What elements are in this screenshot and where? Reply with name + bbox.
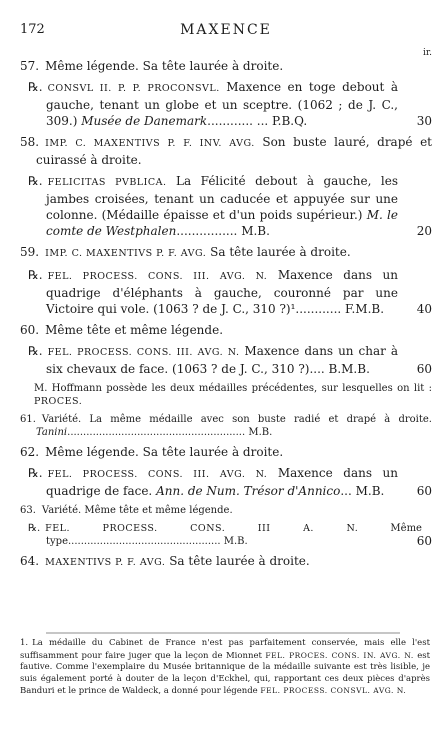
catalog-entry-60 [20,322,432,338]
entry-text: Même légende. Sa tête laurée à droite. [45,59,284,73]
price-value: 60 [416,362,432,376]
entry-text: Maxence dans un quadrige de face. [46,466,398,498]
price-value: 30 [416,114,432,128]
reverse-entry-63 [20,522,432,548]
entry-text: La Félicité debout à gauche, les jambes croisées, tenant un caducée et appuyée sur une colonne. (Médaille épaisse et d'un poids supérieur.) [46,174,398,222]
page-number: 172 [20,22,45,37]
entry-number: 58. [20,135,40,149]
coin-legend: FEL. PROCES. CONS. IN. AVG. N. [265,650,414,660]
entry-text: Même tête et même légende. [45,323,224,337]
reverse-entry-62 [20,465,432,499]
coin-legend: FEL. PROCESS. CONS. III A. N. [45,523,359,534]
entry-number: 59. [20,245,40,259]
catalog-entry-63 [20,504,432,517]
price-value: 60 [416,534,432,548]
reverse-entry-58 [20,173,432,239]
coin-legend: IMP. C. MAXENTIVS P. F. AVG. [45,248,207,259]
entry-number: 60. [20,323,40,337]
corner-mark: ir. [422,48,432,58]
rarity-mark: ... M.B. [340,484,385,498]
collection-name: M. le comte de Westphalen [46,208,398,238]
entry-number: 62. [20,445,40,459]
entry-text: Sa tête laurée à droite. [210,245,351,259]
catalog-entry-64 [20,553,432,571]
reverse-symbol: ℞. [28,268,43,282]
entry-text: Même type [46,523,422,547]
footnote-text: est fautive. Comme l'exemplaire du Musée britannique de la médaille suivante est très lisible, je suis également porté à douter de la leçon d'Eckhel, qui, rapportant ces deux pièces d'après Banduri et le prince de Waldeck, a donné pour légende [20,650,431,696]
entry-text: Maxence dans un quadrige d'éléphants à gauche, couronné par une Victoire qui vole. (1063 ? de J. C., 310 ?) [46,268,398,316]
footnote-rule [46,632,400,634]
rarity-mark: ¹............ F.M.B. [290,302,385,316]
catalog-entry-59 [20,244,432,262]
entry-text: Maxence dans un char à six chevaux de face. (1063 ? de J. C., 310 ?) [46,344,398,376]
hoffmann-note [20,382,432,408]
footnote-text: La médaille du Cabinet de France n'est pas parfaitement conservée, mais elle l'est suffisamment pour faire juger que la leçon de Mionnet [20,638,430,661]
coin-legend: FEL. PROCESS. CONSVL. AVG. N. [260,686,407,695]
price-value: 20 [416,224,432,238]
page-title: MAXENCE [180,22,272,38]
note-text: M. Hoffmann possède les deux médailles précédentes, sur lesquelles on lit : [34,383,432,394]
catalog-entries [20,58,432,576]
reverse-entry-57 [20,79,432,129]
rarity-mark: ............ ... P.B.Q. [207,114,308,128]
catalog-entry-58 [20,134,432,168]
entry-text: Variété. Même tête et même légende. [41,505,233,516]
footnote-number: 1. [20,638,29,648]
coin-legend: CONSVL II. P. P. PROCONSVL. [47,83,220,94]
entry-text: Sa tête laurée à droite. [169,554,310,568]
coin-legend: FEL. PROCESS. CONS. III. AVG. N. [47,347,240,358]
coin-legend: FELICITAS PVBLICA. [47,177,167,188]
price-value: 40 [416,302,432,316]
price-value: 60 [416,484,432,498]
entry-number: 64. [20,554,40,568]
coin-legend: FEL. PROCESS. CONS. III. AVG. N. [47,271,268,282]
entry-text: Même légende. Sa tête laurée à droite. [45,445,284,459]
entry-number: 61. [20,414,36,425]
catalog-entry-61 [20,413,432,439]
rarity-mark: .... B.M.B. [309,362,370,376]
reverse-symbol: ℞. [28,80,43,94]
catalog-entry-57 [20,58,432,74]
rarity-mark: ................ M.B. [176,224,270,238]
rarity-mark: ........................................................ M.B. [67,427,273,438]
page-header [20,22,432,58]
coin-legend: MAXENTIVS P. F. AVG. [45,557,166,568]
entry-number: 57. [20,59,40,73]
reverse-symbol: ℞. [28,344,43,358]
entry-text: Maxence en toge debout à gauche, tenant un globe et un sceptre. (1062 ; de J. C., 309.) [46,80,398,128]
entry-text: Variété. La même médaille avec son buste radié et drapé à droite. [41,414,432,425]
reverse-symbol: ℞. [28,523,41,534]
rarity-mark: ................................................ M.B. [68,536,248,547]
reverse-entry-60 [20,343,432,377]
entry-number: 63. [20,505,36,516]
reverse-symbol: ℞. [28,466,43,480]
coin-legend: PROCES. [34,396,83,407]
coin-legend: FEL. PROCESS. CONS. III. AVG. N. [47,469,268,480]
entry-text: Son buste lauré, drapé et cuirassé à droite. [36,135,433,167]
collection-name: Ann. de Num. Trésor d'Annico [156,484,341,498]
footnote [20,638,430,698]
reverse-symbol: ℞. [28,174,43,188]
coin-legend: IMP. C. MAXENTIVS P. F. INV. AVG. [45,138,255,149]
reverse-entry-59 [20,267,432,317]
catalog-entry-62 [20,444,432,460]
collection-name: Tanini [36,427,68,438]
collection-name: Musée de Danemark [81,114,208,128]
